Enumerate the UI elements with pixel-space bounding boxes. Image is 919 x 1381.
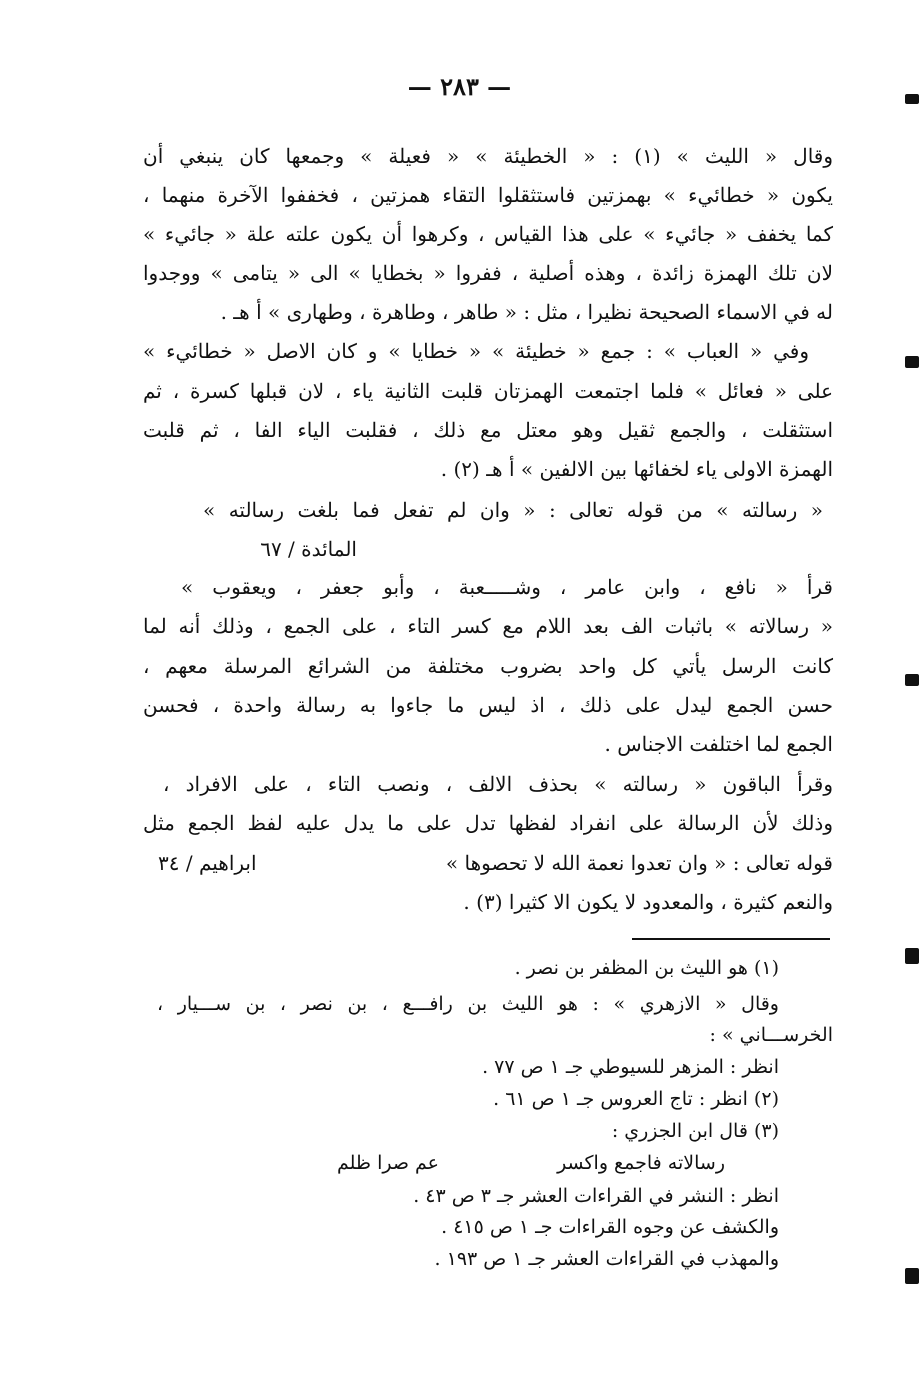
body-line: وذلك لأن الرسالة على انفراد لفظها تدل على ما يدل عليه لفظ الجمع مثل <box>143 811 833 835</box>
verse-reference: ابراهيم / ٣٤ <box>158 851 257 875</box>
footnote: انظر : النشر في القراءات العشر جـ ٣ ص ٤٣ . <box>413 1185 779 1207</box>
body-line: كما يخفف « جائيء » على هذا القياس ، وكرهوا أن يكون علته علة « جائيء » <box>143 222 833 246</box>
heading-reference: المائدة / ٦٧ <box>260 537 357 561</box>
footnote: والمهذب في القراءات العشر جـ ١ ص ١٩٣ . <box>434 1248 779 1270</box>
body-line: وفي « العباب » : جمع « خطيئة » « خطايا » و كان الاصل « خطائيء » <box>143 339 809 363</box>
body-line: كانت الرسل يأتي كل واحد بضروب مختلفة من الشرائع المرسلة معهم ، <box>143 654 833 678</box>
body-line: الهمزة الاولى ياء لخفائها بين الالفين » أ هـ (٢) . <box>440 457 833 481</box>
scan-edge-mark <box>905 948 919 964</box>
body-line: على « فعائل » فلما اجتمعت الهمزتان قلبت الثانية ياء ، لان قبلها كسرة ، ثم <box>143 379 833 403</box>
scan-edge-mark <box>905 1268 919 1284</box>
section-heading: « رسالته » من قوله تعالى : « وان لم تفعل فما بلغت رسالته » <box>203 498 823 522</box>
body-line: الجمع لما اختلفت الاجناس . <box>604 732 833 756</box>
scan-edge-mark <box>905 674 919 686</box>
page-number: — ٢٨٣ — <box>407 72 512 101</box>
footnote: (٢) انظر : تاج العروس جـ ١ ص ٦١ . <box>493 1088 779 1110</box>
body-line: والنعم كثيرة ، والمعدود لا يكون الا كثيرا (٣) . <box>463 890 833 914</box>
body-line: « رسالاته » باثبات الف بعد اللام مع كسر التاء ، على الجمع ، وذلك أنه لما <box>143 614 833 638</box>
scan-edge-mark <box>905 356 919 368</box>
body-line: قوله تعالى : « وان تعدوا نعمة الله لا تحصوها » <box>445 851 833 875</box>
body-line: يكون « خطائيء » بهمزتين فاستثقلوا التقاء همزتين ، فخففوا الآخرة منهما ، <box>143 183 833 207</box>
body-line: لان تلك الهمزة زائدة ، وهذه أصلية ، ففروا « بخطايا » الى « يتامى » ووجدوا <box>143 261 833 285</box>
footnote: الخرســـاني » : <box>709 1024 833 1046</box>
footnote: (٣) قال ابن الجزري : <box>611 1120 779 1142</box>
body-line: وقال « الليث » (١) : « الخطيئة » « فعيلة » وجمعها كان ينبغي أن <box>143 144 834 168</box>
body-line: حسن الجمع ليدل على ذلك ، اذ ليس ما جاءوا به رسالة واحدة ، فحسن <box>143 693 833 717</box>
body-line: له في الاسماء الصحيحة نظيرا ، مثل : « طاهر ، وطاهرة ، وطهارى » أ هـ . <box>220 300 833 324</box>
body-line: وقرأ الباقون « رسالته » بحذف الالف ، ونصب التاء ، على الافراد ، <box>163 772 833 796</box>
verse-second-half: عم صرا ظلم <box>336 1152 439 1174</box>
footnote: والكشف عن وجوه القراءات جـ ١ ص ٤١٥ . <box>441 1216 779 1238</box>
footnote: وقال « الازهري » : هو الليث بن رافـــع ، بن نصر ، بن ســـيار ، <box>157 993 779 1015</box>
footnote: انظر : المزهر للسيوطي جـ ١ ص ٧٧ . <box>482 1056 779 1078</box>
footnote: (١) هو الليث بن المظفر بن نصر . <box>514 957 779 979</box>
scan-edge-mark <box>905 94 919 104</box>
body-line: استثقلت ، والجمع ثقيل وهو معتل مع ذلك ، فقلبت الياء الفا ، ثم قلبت <box>143 418 833 442</box>
footnote-divider <box>632 938 830 940</box>
body-line: قرأ « نافع ، وابن عامر ، وشـــــعبة ، وأبو جعفر ، ويعقوب » <box>181 575 833 599</box>
verse-first-half: رسالاته فاجمع واكسر <box>557 1152 725 1174</box>
